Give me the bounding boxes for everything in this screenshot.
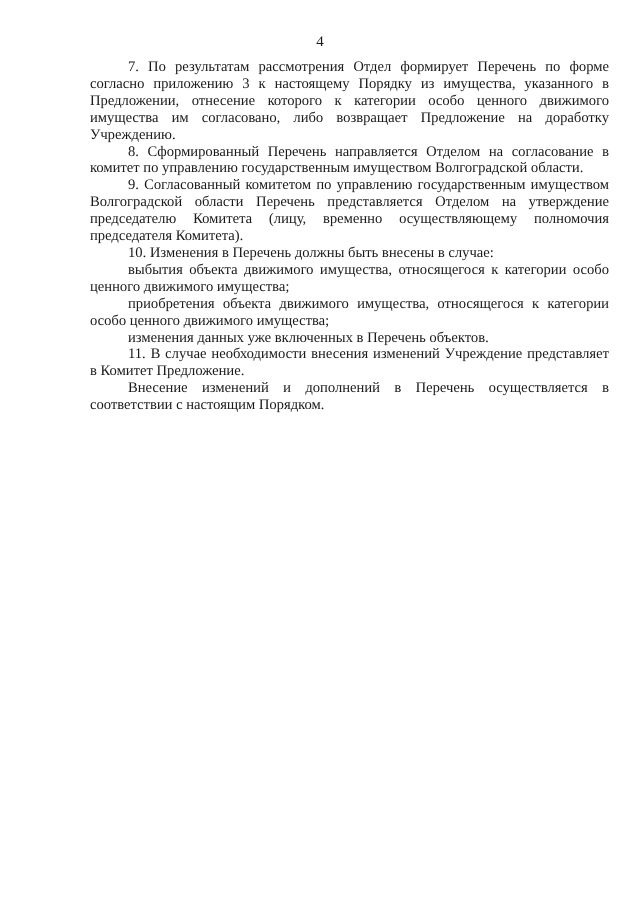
paragraph-10-item-disposal: выбытия объекта движимого имущества, относящегося к категории особо ценного движимого имущества; [90,261,609,295]
paragraph-10: 10. Изменения в Перечень должны быть внесены в случае: [128,244,494,261]
paragraph-amendments: Внесение изменений и дополнений в Перечень осуществляется в соответствии с настоящим Порядком. [90,380,609,414]
paragraph-11: 11. В случае необходимости внесения изменений Учреждение представляет в Комитет Предложение. [90,346,609,380]
paragraph-9: 9. Согласованный комитетом по управлению государственным имуществом Волгоградской области Перечень представляется Отделом на утверждение председателю Комитета (лицу, временно осуществляющему полномочия председателя Комитета). [90,177,609,245]
paragraph-7: 7. По результатам рассмотрения Отдел формирует Перечень по форме согласно приложению 3 к настоящему Порядку из имущества, указанного в Предложении, отнесение которого к категории особо ценного движимого имущества им согласовано, либо возвращает Предложение на доработку Учреждению. [90,59,609,143]
page-number: 4 [316,34,324,50]
paragraph-10-item-acquisition: приобретения объекта движимого имущества, относящегося к категории особо ценного движимого имущества; [90,295,609,329]
paragraph-10-item-data-change: изменения данных уже включенных в Перечень объектов. [128,329,489,346]
document-body [90,59,609,414]
paragraph-8: 8. Сформированный Перечень направляется Отделом на согласование в комитет по управлению государственным имуществом Волгоградской области. [90,143,609,177]
